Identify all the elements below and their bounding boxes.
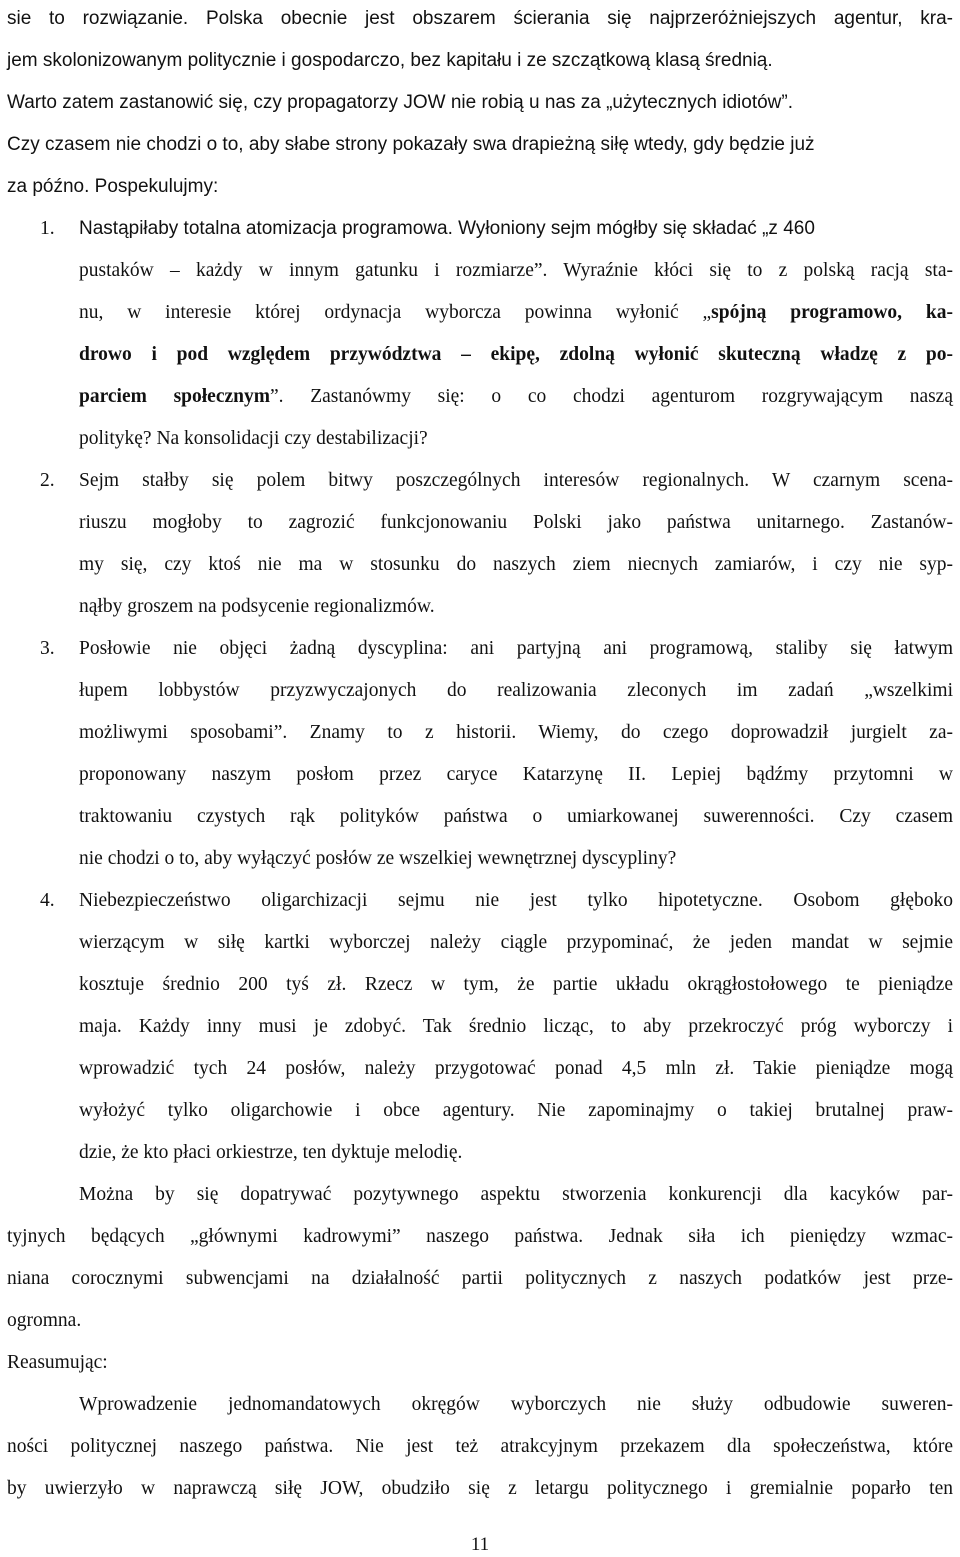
point-2-line-2: riuszu mogłoby to zagrozić funkcjonowaniu Polski jako państwa unitarnego. Zastanów- bbox=[79, 512, 953, 533]
point-4-line-6: wyłożyć tylko oligarchowie i obce agentury. Nie zapominajmy o takiej brutalnej praw- bbox=[79, 1100, 953, 1121]
intro-line-5: za późno. Pospekulujmy: bbox=[7, 176, 219, 197]
point-3-line-1: Posłowie nie objęci żadną dyscyplina: ani partyjną ani programową, staliby się łatwym bbox=[79, 638, 953, 659]
paragraph-2-line-2: tyjnych będących „głównymi kadrowymi” naszego państwa. Jednak siła ich pieniędzy wzmac- bbox=[7, 1226, 953, 1247]
paragraph-2-line-1: Można by się dopatrywać pozytywnego aspektu stworzenia konkurencji dla kacyków par- bbox=[79, 1184, 953, 1205]
point-1-line-4 bbox=[79, 343, 953, 367]
point-4-line-2: wierzącym w siłę kartki wyborczej należy ciągle przypominać, że jeden mandat w sejmie bbox=[79, 932, 953, 953]
paragraph-2-line-3: niana corocznymi subwencjami na działalność partii politycznych z naszych podatków jest prze- bbox=[7, 1268, 953, 1289]
paragraph-2-line-4: ogromna. bbox=[7, 1310, 82, 1331]
point-1-line-6: politykę? Na konsolidacji czy destabilizacji? bbox=[79, 428, 428, 449]
point-1-line-3-text: nu, w interesie której ordynacja wyborcza powinna wyłonić „ bbox=[79, 302, 712, 323]
point-1-line-5 bbox=[79, 385, 953, 409]
point-2-line-4: nąłby groszem na podsycenie regionalizmów. bbox=[79, 596, 435, 617]
point-1-emphasis-2: drowo i pod względem przywództwa – ekipę, zdolną wyłonić skuteczną władzę z po- bbox=[79, 344, 953, 365]
intro-line-2: jem skolonizowanym politycznie i gospodarczo, bez kapitału i ze szczątkową klasą średnią. bbox=[7, 50, 773, 71]
point-1-line-3 bbox=[79, 301, 953, 325]
point-2-line-3: my się, czy ktoś nie ma w stosunku do naszych ziem niecnych zamiarów, i czy nie syp- bbox=[79, 554, 953, 575]
point-3-line-4: proponowany naszym posłom przez caryce Katarzynę II. Lepiej bądźmy przytomni w bbox=[79, 764, 953, 785]
point-3-line-6: nie chodzi o to, aby wyłączyć posłów ze wszelkiej wewnętrznej dyscypliny? bbox=[79, 848, 677, 869]
point-4-line-7: dzie, że kto płaci orkiestrze, ten dyktuje melodię. bbox=[79, 1142, 463, 1163]
point-3-line-3: możliwymi sposobami”. Znamy to z historii. Wiemy, do czego doprowadził jurgielt za- bbox=[79, 722, 953, 743]
point-2-line-1: Sejm stałby się polem bitwy poszczególnych interesów regionalnych. W czarnym scena- bbox=[79, 470, 953, 491]
point-4-line-3: kosztuje średnio 200 tyś zł. Rzecz w tym, że partie układu okrągłostołowego te pieniądze bbox=[79, 974, 953, 995]
point-1-line-2: pustaków – każdy w innym gatunku i rozmiarze”. Wyraźnie kłóci się to z polską racją sta- bbox=[79, 260, 953, 281]
point-4-line-4: maja. Każdy inny musi je zdobyć. Tak średnio licząc, to aby przekroczyć próg wyborczy i bbox=[79, 1016, 953, 1037]
point-1-line-5-text: ”. Zastanówmy się: o co chodzi agenturom rozgrywającym naszą bbox=[269, 386, 953, 407]
point-4-line-5: wprowadzić tych 24 posłów, należy przygotować ponad 4,5 mln zł. Takie pieniądze mogą bbox=[79, 1058, 953, 1079]
intro-line-3: Warto zatem zastanowić się, czy propagatorzy JOW nie robią u nas za „użytecznych idiotów”. bbox=[7, 92, 793, 113]
list-number-1: 1. bbox=[40, 218, 55, 239]
intro-line-4: Czy czasem nie chodzi o to, aby słabe strony pokazały swa drapieżną siłę wtedy, gdy będzie już bbox=[7, 134, 815, 155]
list-number-4: 4. bbox=[40, 890, 55, 911]
point-3-line-2: łupem lobbystów przyzwyczajonych do realizowania zleconych im zadań „wszelkimi bbox=[79, 680, 953, 701]
point-4-line-1: Niebezpieczeństwo oligarchizacji sejmu nie jest tylko hipotetyczne. Osobom głęboko bbox=[79, 890, 953, 911]
summary-heading: Reasumując: bbox=[7, 1352, 108, 1373]
intro-line-1: sie to rozwiązanie. Polska obecnie jest obszarem ścierania się najprzeróżniejszych agentur, kra- bbox=[7, 8, 953, 29]
list-number-2: 2. bbox=[40, 470, 55, 491]
summary-line-1: Wprowadzenie jednomandatowych okręgów wyborczych nie służy odbudowie suweren- bbox=[79, 1394, 953, 1415]
point-1-emphasis-1: spójną programowo, ka- bbox=[711, 302, 953, 323]
page-number: 11 bbox=[470, 1534, 490, 1555]
point-3-line-5: traktowaniu czystych rąk polityków państwa o umiarkowanej suwerenności. Czy czasem bbox=[79, 806, 953, 827]
summary-line-2: ności politycznej naszego państwa. Nie jest też atrakcyjnym przekazem dla społeczeństwa, które bbox=[7, 1436, 953, 1457]
summary-line-3: by uwierzyło w naprawczą siłę JOW, obudziło się z letargu politycznego i gremialnie poparło ten bbox=[7, 1478, 953, 1499]
point-1-line-1: Nastąpiłaby totalna atomizacja programowa. Wyłoniony sejm mógłby się składać „z 460 bbox=[79, 218, 815, 239]
point-1-emphasis-3: parciem społecznym bbox=[79, 386, 270, 407]
list-number-3: 3. bbox=[40, 638, 55, 659]
